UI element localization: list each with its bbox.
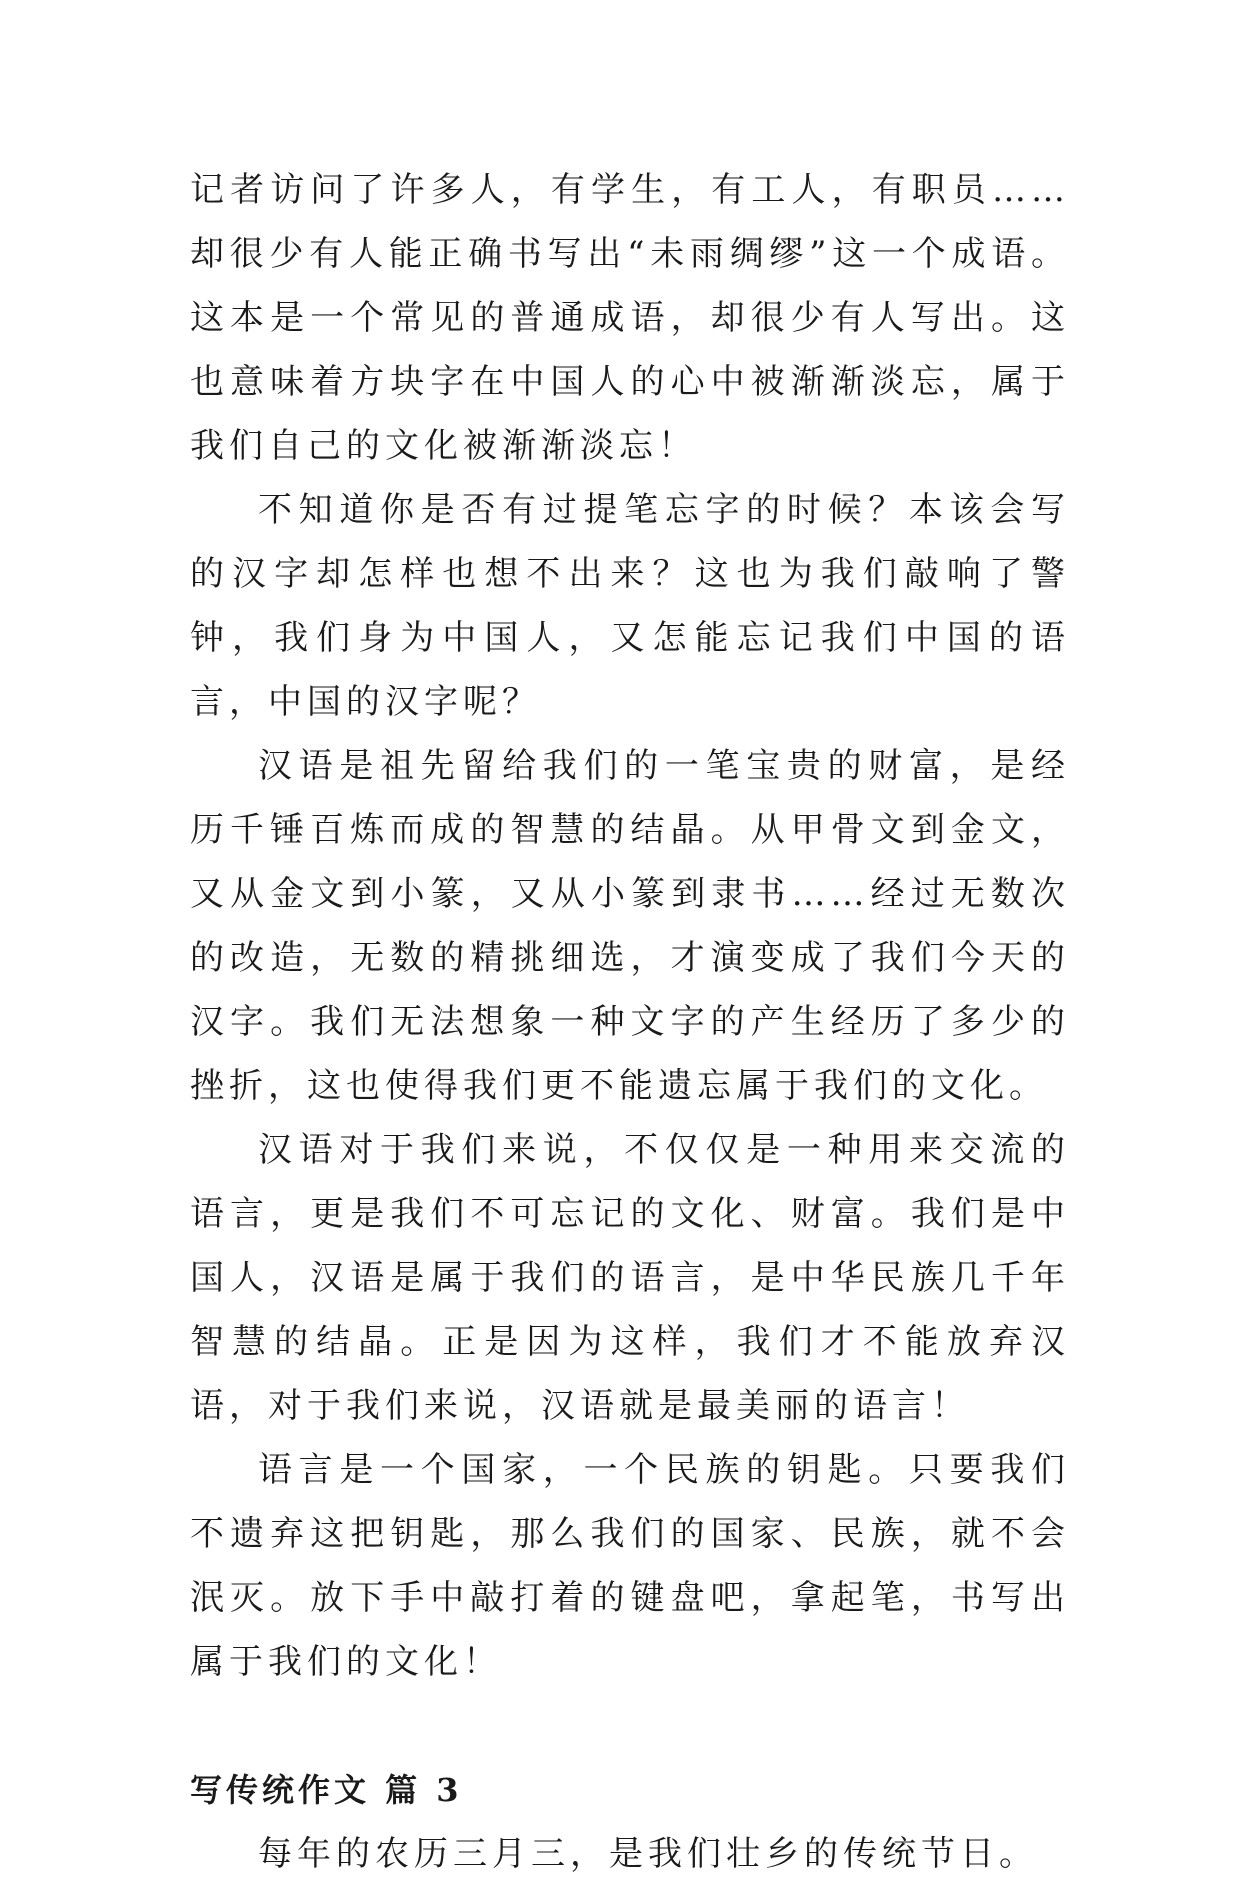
paragraph: 不知道你是否有过提笔忘字的时候？本该会写的汉字却怎样也想不出来？这也为我们敲响了警钟，我们身为中国人，又怎能忘记我们中国的语言，中国的汉字呢？: [190, 490, 1070, 722]
paragraph: 汉语是祖先留给我们的一笔宝贵的财富，是经历千锤百炼而成的智慧的结晶。从甲骨文到金文，又从金文到小篆，又从小篆到隶书……经过无数次的改造，无数的精挑细选，才演变成了我们今天的汉字。我们无法想象一种文字的产生经历了多少的挫折，这也使得我们更不能遗忘属于我们的文化。: [190, 746, 1070, 1106]
paragraph: 语言是一个国家，一个民族的钥匙。只要我们不遗弃这把钥匙，那么我们的国家、民族，就不会泯灭。放下手中敲打着的键盘吧，拿起笔，书写出属于我们的文化！: [190, 1450, 1070, 1682]
paragraph: 汉语对于我们来说，不仅仅是一种用来交流的语言，更是我们不可忘记的文化、财富。我们是中国人，汉语是属于我们的语言，是中华民族几千年智慧的结晶。正是因为这样，我们才不能放弃汉语，对于我们来说，汉语就是最美丽的语言！: [190, 1130, 1070, 1426]
section-first-paragraph: 每年的农历三月三，是我们壮乡的传统节日。: [258, 1834, 1038, 1874]
paragraph-continued: 记者访问了许多人，有学生，有工人，有职员……却很少有人能正确书写出“未雨绸缪”这一个成语。这本是一个常见的普通成语，却很少有人写出。这也意味着方块字在中国人的心中被渐渐淡忘，属于我们自己的文化被渐渐淡忘！: [190, 170, 1070, 466]
document-body: [190, 158, 1070, 1886]
section-heading: 写传统作文 篇 3: [190, 1771, 463, 1809]
